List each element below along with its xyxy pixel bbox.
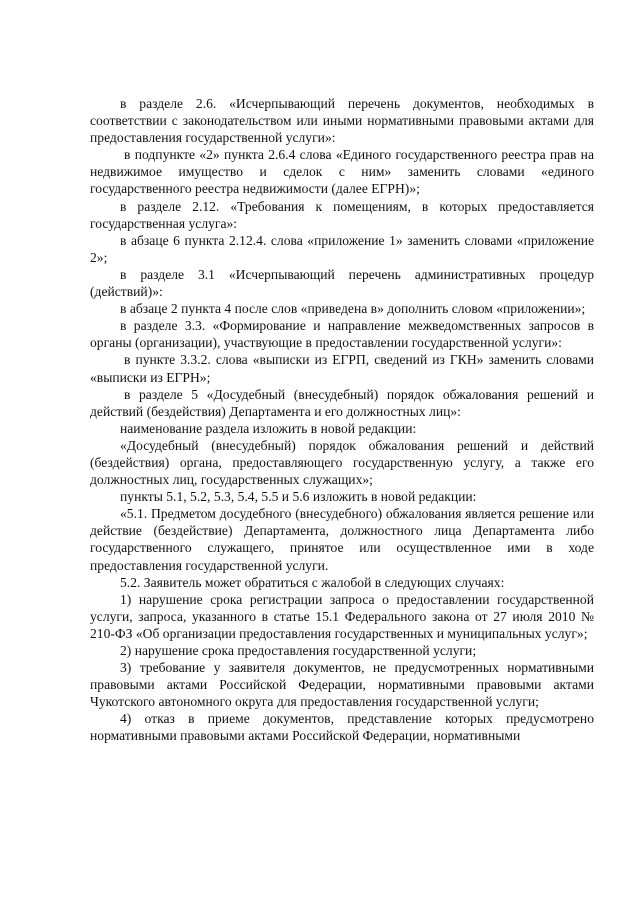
paragraph-section-3-3: в разделе 3.3. «Формирование и направление межведомственных запросов в органы (организации), участвующие в предоставлении государственной услуги»: <box>90 318 594 351</box>
paragraph-new-title: «Досудебный (внесудебный) порядок обжалования решений и действий (бездействия) органа, предоставляющего государственную услугу, а также его должностных лиц, государственных служащих»; <box>90 437 594 488</box>
paragraph-subpoint-2-6-4: в подпункте «2» пункта 2.6.4 слова «Единого государственного реестра прав на недвижимое имущество и сделок с ним» заменить словами «единого государственного реестра недвижимости (далее ЕГРН)»; <box>90 147 594 197</box>
paragraph-section-2-6: в разделе 2.6. «Исчерпывающий перечень документов, необходимых в соответствии с законодательством или иными нормативными правовыми актами для предоставления государственной услуги»: <box>90 96 594 146</box>
paragraph-point-4: в абзаце 2 пункта 4 после слов «приведена в» дополнить словом «приложении»; <box>120 301 586 317</box>
paragraph-points-list: пункты 5.1, 5.2, 5.3, 5.4, 5.5 и 5.6 изложить в новой редакции: <box>120 489 477 505</box>
paragraph-case-2: 2) нарушение срока предоставления государственной услуги; <box>120 643 477 658</box>
paragraph-case-1: 1) нарушение срока регистрации запроса о предоставлении государственной услуги, запроса, указанного в статье 15.1 Федерального закона от 27 июля 2010 № 210-ФЗ «Об организации предоставления государственных и муниципальных услуг»; <box>90 591 594 641</box>
paragraph-point-2-12-4: в абзаце 6 пункта 2.12.4. слова «приложение 1» заменить словами «приложение 2»; <box>90 232 594 265</box>
paragraph-case-3: 3) требование у заявителя документов, не предусмотренных нормативными правовыми актами Российской Федерации, нормативными правовыми актами Чукотского автономного округа для предоставления государственной услуги; <box>90 660 594 710</box>
paragraph-section-2-12: в разделе 2.12. «Требования к помещениям, в которых предоставляется государственная услуга»: <box>90 198 594 231</box>
paragraph-case-4: 4) отказ в приеме документов, представление которых предусмотрено нормативными правовыми актами Российской Федерации, нормативными <box>90 711 594 744</box>
paragraph-point-3-3-2: в пункте 3.3.2. слова «выписки из ЕГРП, сведений из ГКН» заменить словами «выписки из ЕГРН»; <box>90 352 594 385</box>
paragraph-section-name: наименование раздела изложить в новой редакции: <box>120 420 417 436</box>
paragraph-section-3-1: в разделе 3.1 «Исчерпывающий перечень административных процедур (действий)»: <box>90 266 594 300</box>
paragraph-5-1: «5.1. Предметом досудебного (внесудебного) обжалования является решение или действие (бездействие) Департамента, должностного лица Департамента либо государственного служащего, принятое или осуществленное ими в ходе предоставления государственной услуги. <box>90 506 594 573</box>
paragraph-section-5: в разделе 5 «Досудебный (внесудебный) порядок обжалования решений и действий (бездействия) Департамента и его должностных лиц»: <box>90 386 594 419</box>
paragraph-5-2: 5.2. Заявитель может обратиться с жалобой в следующих случаях: <box>120 574 505 590</box>
